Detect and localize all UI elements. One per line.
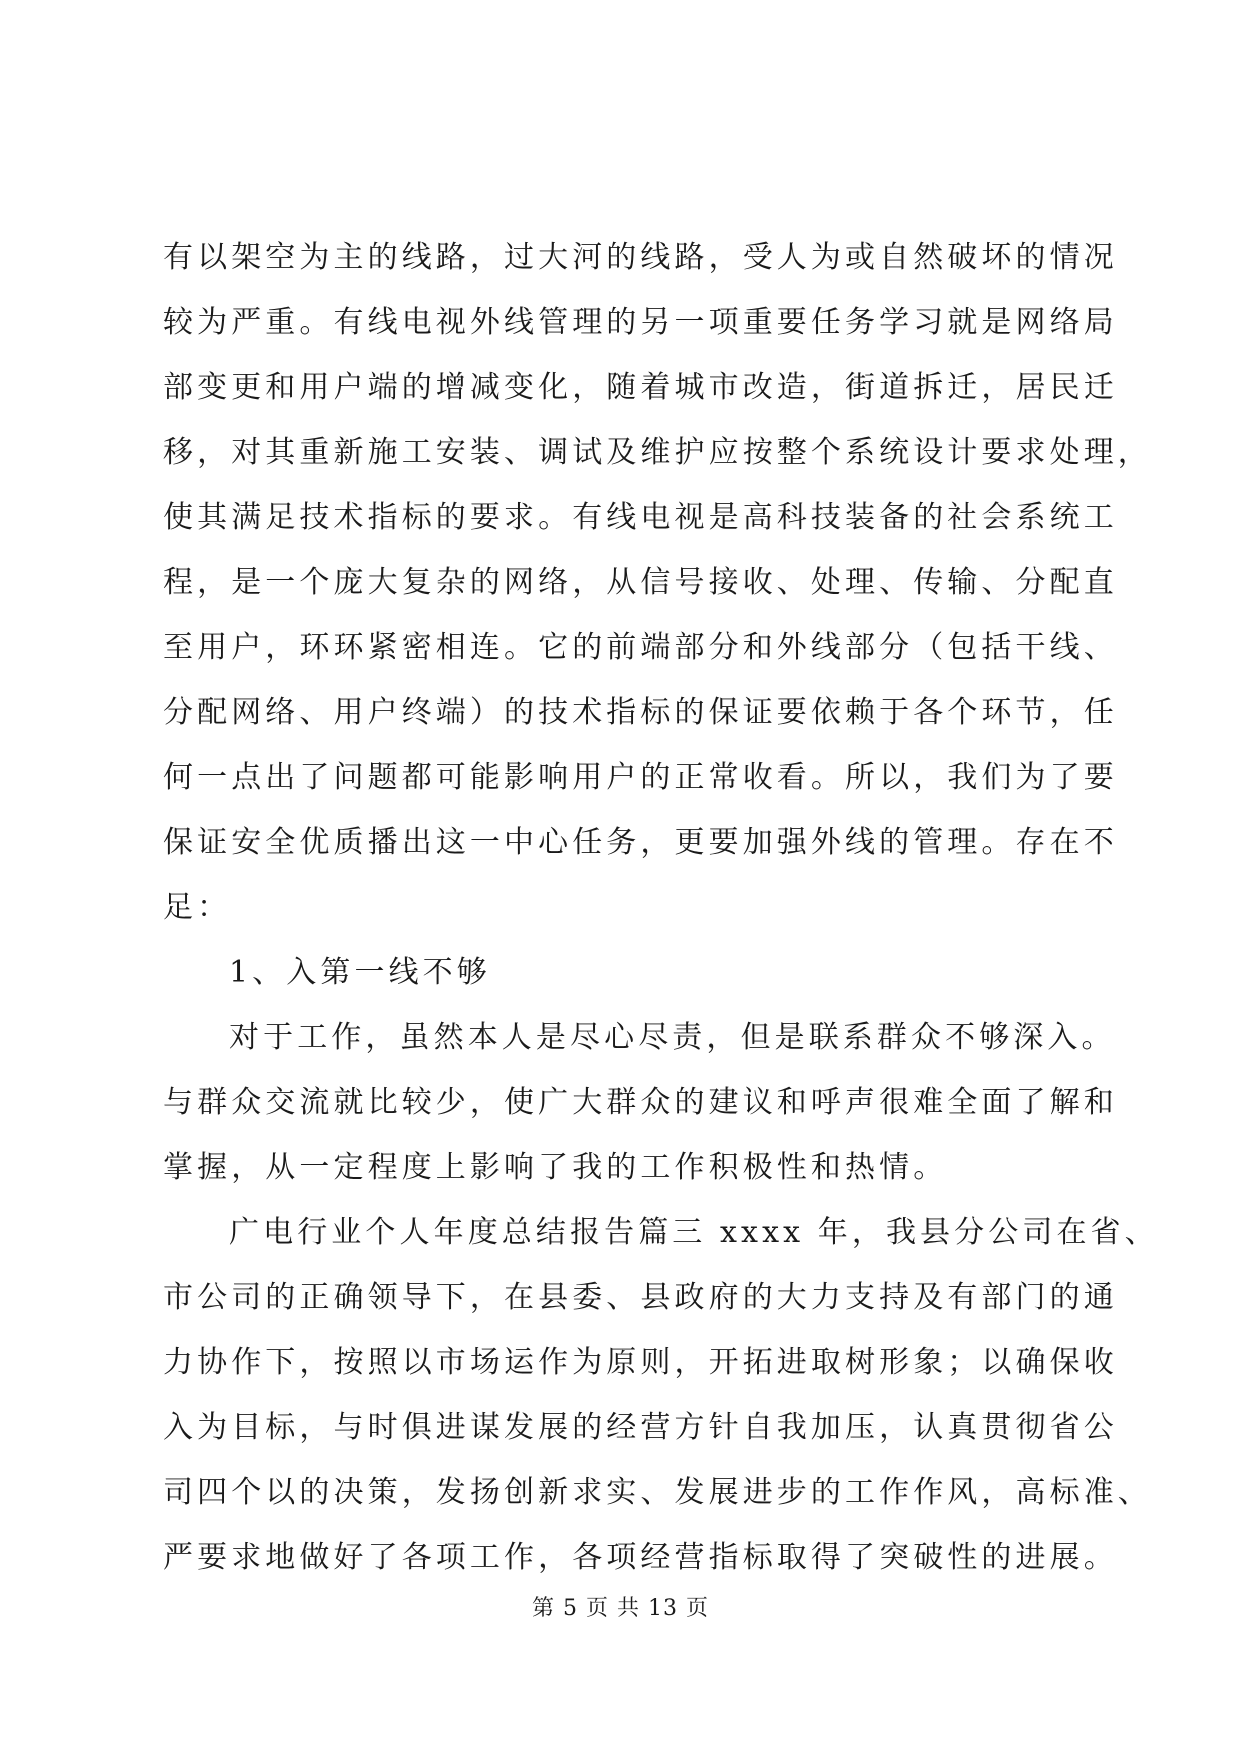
page-number-footer: 第 5 页 共 13 页 — [532, 1596, 709, 1621]
text-line: 使其满足技术指标的要求。有线电视是高科技装备的社会系统工 — [163, 500, 1118, 535]
heading-line: 1、入第一线不够 — [229, 955, 491, 990]
paragraph-cable-management — [163, 225, 1152, 940]
text-line: 市公司的正确领导下，在县委、县政府的大力支持及有部门的通 — [163, 1280, 1118, 1315]
section-heading — [163, 940, 1083, 1005]
text-line: 广电行业个人年度总结报告篇三 xxxx 年，我县分公司在省、 — [229, 1215, 1159, 1250]
text-line: 对于工作，虽然本人是尽心尽责，但是联系群众不够深入。 — [229, 1020, 1116, 1055]
text-line: 分配网络、用户终端）的技术指标的保证要依赖于各个环节，任 — [163, 695, 1118, 730]
text-line: 移，对其重新施工安装、调试及维护应按整个系统设计要求处理， — [163, 435, 1152, 470]
text-line: 何一点出了问题都可能影响用户的正常收看。所以，我们为了要 — [163, 760, 1118, 795]
text-line: 部变更和用户端的增减变化，随着城市改造，街道拆迁，居民迁 — [163, 370, 1118, 405]
text-line: 掌握，从一定程度上影响了我的工作积极性和热情。 — [163, 1150, 948, 1185]
text-line: 入为目标，与时俱进谋发展的经营方针自我加压，认真贯彻省公 — [163, 1410, 1118, 1445]
text-line: 程，是一个庞大复杂的网络，从信号接收、处理、传输、分配直 — [163, 565, 1118, 600]
text-line: 力协作下，按照以市场运作为原则，开拓进取树形象；以确保收 — [163, 1345, 1118, 1380]
text-line: 司四个以的决策，发扬创新求实、发展进步的工作作风，高标准、 — [163, 1475, 1152, 1510]
text-line: 严要求地做好了各项工作，各项经营指标取得了突破性的进展。 — [163, 1540, 1118, 1575]
text-line: 有以架空为主的线路，过大河的线路，受人为或自然破坏的情况 — [163, 240, 1118, 275]
text-line: 至用户，环环紧密相连。它的前端部分和外线部分（包括干线、 — [163, 630, 1118, 665]
paragraph-shortcomings — [163, 1005, 1118, 1200]
text-line: 较为严重。有线电视外线管理的另一项重要任务学习就是网络局 — [163, 305, 1118, 340]
text-line: 足： — [163, 890, 232, 925]
paragraph-annual-report — [163, 1200, 1159, 1590]
text-line: 与群众交流就比较少，使广大群众的建议和呼声很难全面了解和 — [163, 1085, 1118, 1120]
text-line: 保证安全优质播出这一中心任务，更要加强外线的管理。存在不 — [163, 825, 1118, 860]
document-body — [163, 225, 1159, 1590]
